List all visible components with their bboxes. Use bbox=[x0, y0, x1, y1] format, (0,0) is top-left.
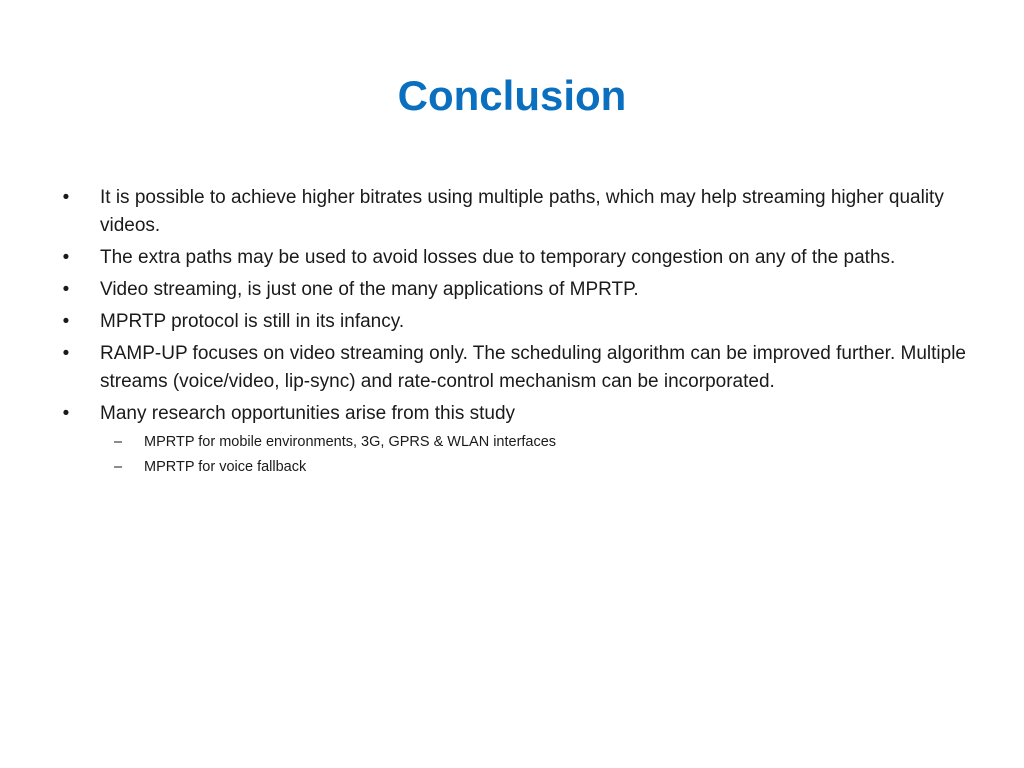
bullet-marker: • bbox=[62, 311, 70, 332]
bullet-list bbox=[0, 184, 1024, 484]
sub-bullet-marker: – bbox=[113, 434, 123, 450]
bullet-item bbox=[0, 400, 1024, 480]
bullet-text: Video streaming, is just one of the many applications of MPRTP. bbox=[100, 279, 639, 300]
bullet-marker: • bbox=[62, 279, 70, 300]
bullet-text: Many research opportunities arise from this study bbox=[100, 403, 516, 424]
bullet-marker: • bbox=[62, 343, 70, 364]
bullet-item bbox=[0, 244, 1024, 272]
bullet-item bbox=[0, 308, 1024, 336]
bullet-text: RAMP-UP focuses on video streaming only. The scheduling algorithm can be improved further. Multiple streams (voice/video, lip-sync) and rate-control mechanism can be incorporated. bbox=[100, 343, 966, 392]
bullet-item bbox=[0, 340, 1024, 396]
bullet-marker: • bbox=[62, 187, 70, 208]
bullet-marker: • bbox=[62, 403, 70, 424]
sub-bullet-item bbox=[0, 455, 968, 480]
sub-bullet-marker: – bbox=[113, 459, 123, 475]
sub-bullet-text: MPRTP for voice fallback bbox=[144, 459, 307, 475]
bullet-item bbox=[0, 184, 1024, 240]
bullet-marker: • bbox=[62, 247, 70, 268]
sub-bullet-text: MPRTP for mobile environments, 3G, GPRS & WLAN interfaces bbox=[144, 434, 557, 450]
sub-bullet-item bbox=[0, 430, 968, 455]
slide-title: Conclusion bbox=[397, 72, 627, 119]
sub-bullet-list bbox=[100, 430, 968, 480]
bullet-text: It is possible to achieve higher bitrates using multiple paths, which may help streaming higher quality videos. bbox=[100, 187, 944, 236]
bullet-text: The extra paths may be used to avoid losses due to temporary congestion on any of the paths. bbox=[100, 247, 896, 268]
bullet-text: MPRTP protocol is still in its infancy. bbox=[100, 311, 405, 332]
bullet-item bbox=[0, 276, 1024, 304]
